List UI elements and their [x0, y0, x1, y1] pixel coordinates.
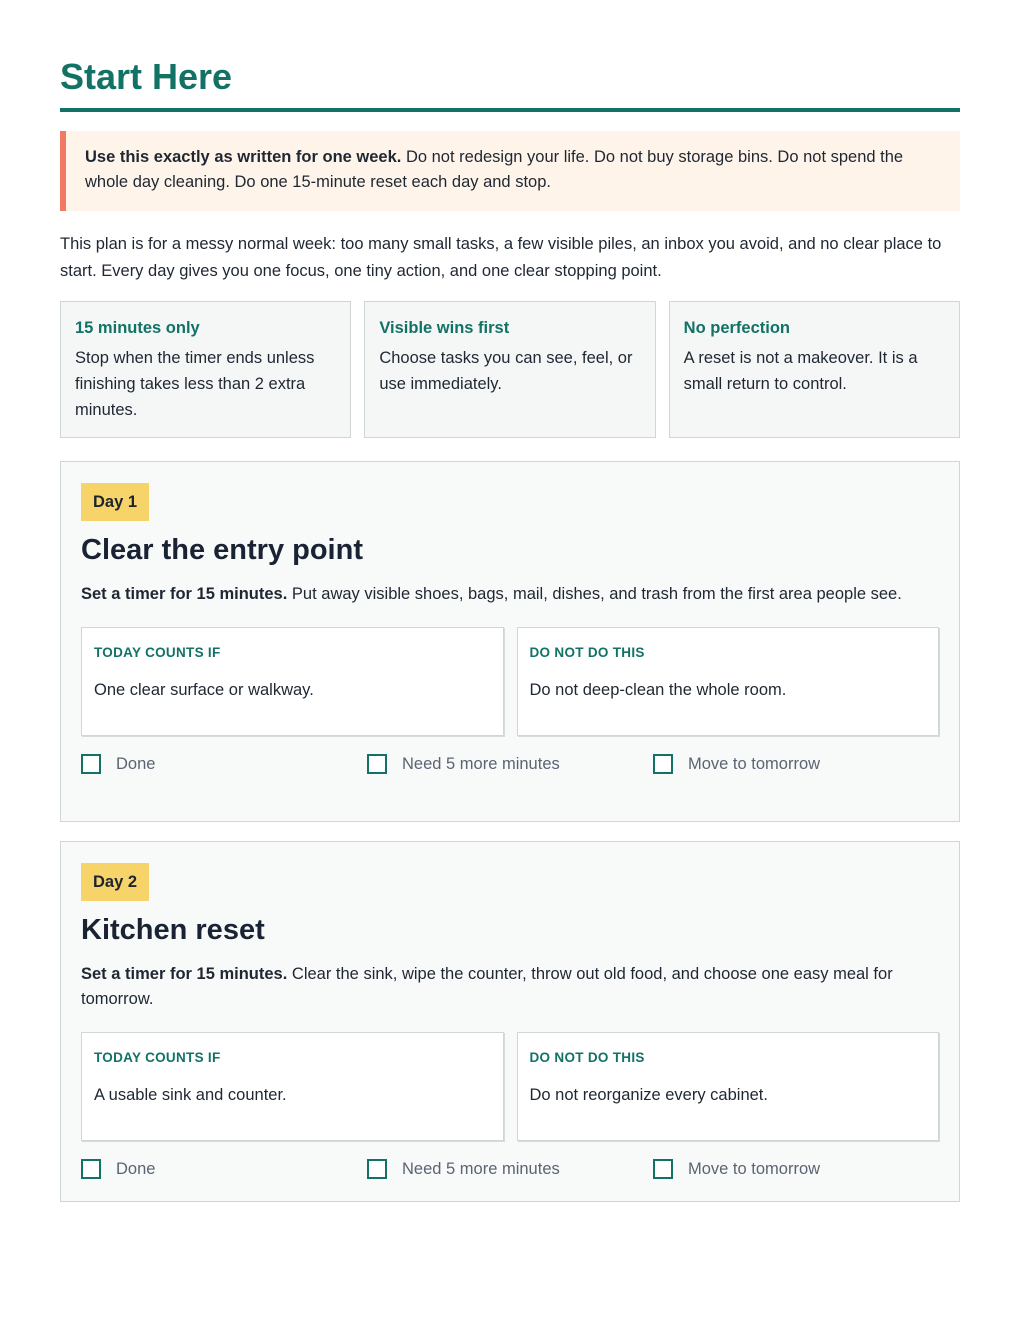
done-checkbox-option[interactable] — [81, 753, 367, 775]
principles-row — [60, 301, 960, 438]
day-instructions — [81, 962, 939, 1012]
checkbox-label: Move to tomorrow — [688, 755, 821, 773]
principle-card — [669, 301, 960, 438]
page-title: Start Here — [60, 56, 960, 112]
done-checkbox[interactable] — [81, 1159, 101, 1179]
page — [60, 0, 960, 1202]
rules-row — [81, 627, 939, 736]
principle-text: Stop when the timer ends unless finishing takes less than 2 extra minutes. — [75, 349, 315, 419]
done-checkbox[interactable] — [81, 754, 101, 774]
day-card-1 — [60, 461, 960, 822]
checkbox-label: Need 5 more minutes — [402, 755, 560, 773]
today-counts-label: TODAY COUNTS IF — [94, 645, 221, 660]
checkbox-label: Need 5 more minutes — [402, 1160, 560, 1178]
more-minutes-checkbox-option[interactable] — [367, 1158, 653, 1180]
instruction-text: Put away visible shoes, bags, mail, dishes, and trash from the first area people see. — [287, 585, 902, 603]
day-heading: Kitchen reset — [81, 914, 265, 946]
do-not-do-label: DO NOT DO THIS — [529, 645, 645, 660]
do-not-do-box — [517, 1032, 940, 1141]
do-not-do-text: Do not reorganize every cabinet. — [529, 1086, 768, 1104]
principle-title: No perfection — [683, 319, 790, 337]
instruction-text: Clear the sink, wipe the counter, throw out old food, and choose one easy meal for tomorrow. — [81, 965, 893, 1008]
more-minutes-checkbox-option[interactable] — [367, 753, 653, 775]
principle-card — [60, 301, 351, 438]
do-not-do-box — [517, 627, 940, 736]
move-tomorrow-checkbox-option[interactable] — [653, 753, 939, 775]
principle-title: Visible wins first — [379, 319, 510, 337]
principle-text: A reset is not a makeover. It is a small return to control. — [683, 349, 918, 393]
today-counts-box — [81, 1032, 504, 1141]
day-heading: Clear the entry point — [81, 534, 363, 566]
do-not-do-label: DO NOT DO THIS — [529, 1050, 645, 1065]
intro-paragraph: This plan is for a messy normal week: too many small tasks, a few visible piles, an inbox you avoid, and no clear place to start. Every day gives you one focus, one tiny action, and one clear stopping point. — [60, 235, 942, 280]
principle-title: 15 minutes only — [75, 319, 200, 337]
move-tomorrow-checkbox[interactable] — [653, 754, 673, 774]
callout-note — [60, 131, 960, 211]
more-minutes-checkbox[interactable] — [367, 1159, 387, 1179]
more-minutes-checkbox[interactable] — [367, 754, 387, 774]
today-counts-text: One clear surface or walkway. — [94, 681, 314, 699]
checkbox-label: Done — [116, 1160, 156, 1178]
instruction-strong: Set a timer for 15 minutes. — [81, 585, 288, 603]
status-checks — [81, 753, 939, 775]
move-tomorrow-checkbox[interactable] — [653, 1159, 673, 1179]
principle-text: Choose tasks you can see, feel, or use immediately. — [379, 349, 633, 393]
do-not-do-text: Do not deep-clean the whole room. — [529, 681, 787, 699]
checkbox-label: Done — [116, 755, 156, 773]
callout-text: Do not redesign your life. Do not buy storage bins. Do not spend the whole day cleaning. Do one 15-minute reset each day and stop. — [85, 148, 904, 191]
principle-card — [364, 301, 655, 438]
today-counts-box — [81, 627, 504, 736]
today-counts-text: A usable sink and counter. — [94, 1086, 287, 1104]
done-checkbox-option[interactable] — [81, 1158, 367, 1180]
rules-row — [81, 1032, 939, 1141]
day-card-2 — [60, 841, 960, 1202]
callout-strong: Use this exactly as written for one week. — [85, 148, 402, 166]
instruction-strong: Set a timer for 15 minutes. — [81, 965, 288, 983]
status-checks — [81, 1158, 939, 1180]
today-counts-label: TODAY COUNTS IF — [94, 1050, 221, 1065]
day-instructions — [81, 582, 939, 607]
day-badge: Day 1 — [81, 483, 149, 521]
day-badge: Day 2 — [81, 863, 149, 901]
checkbox-label: Move to tomorrow — [688, 1160, 821, 1178]
move-tomorrow-checkbox-option[interactable] — [653, 1158, 939, 1180]
